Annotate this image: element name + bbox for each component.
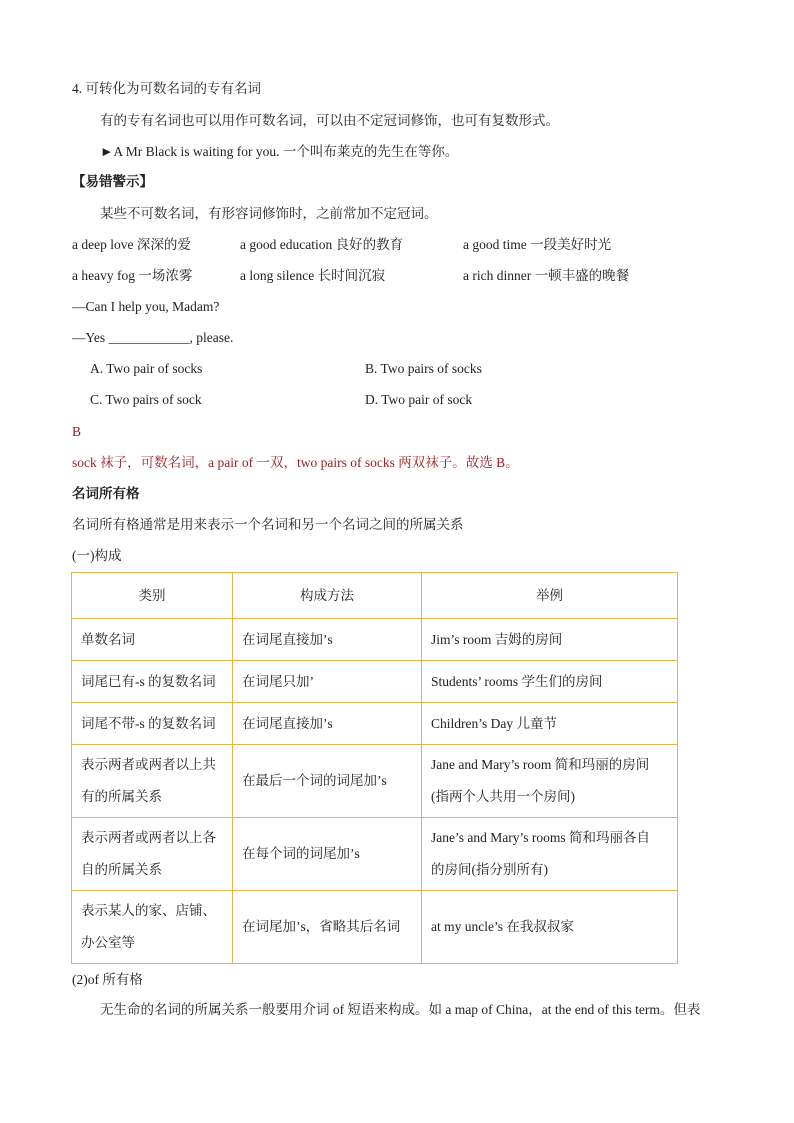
section4-heading: 4. 可转化为可数名词的专有名词 (72, 81, 261, 96)
cell-line: 的房间(指分别所有) (431, 862, 548, 877)
cell-line: 表示两者或两者以上共 (81, 757, 216, 772)
option-d: D. Two pair of sock (365, 392, 473, 407)
table-row (72, 818, 678, 891)
possessive-table (71, 572, 678, 964)
table-cell: 在词尾直接加’s (233, 703, 422, 745)
section4-desc: 有的专有名词也可以用作可数名词，可以由不定冠词修饰，也可有复数形式。 (100, 113, 559, 128)
table-row (72, 745, 678, 818)
table-cell (72, 891, 233, 964)
cell-line: 表示某人的家、店铺、 (81, 903, 216, 918)
table-row (72, 703, 678, 745)
possessive-desc: 名词所有格通常是用来表示一个名词和另一个名词之间的所属关系 (72, 517, 464, 532)
of-possessive-desc: 无生命的名词的所属关系一般要用介词 of 短语来构成。如 a map of China，at the end of this term。但表 (100, 1002, 701, 1017)
table-cell: 在词尾只加’ (233, 661, 422, 703)
table-cell: 在每个词的词尾加’s (233, 818, 422, 891)
option-a: A. Two pair of socks (90, 361, 203, 376)
table-cell: 词尾不带-s 的复数名词 (72, 703, 233, 745)
table-cell (422, 818, 678, 891)
table-header: 类别 (72, 573, 233, 619)
table-header-row (72, 573, 678, 619)
table-row (72, 891, 678, 964)
section4-example: ►A Mr Black is waiting for you. 一个叫布莱克的先生在等你。 (100, 144, 459, 159)
question-line-1: —Can I help you, Madam? (72, 299, 220, 314)
warning-desc: 某些不可数名词，有形容词修饰时，之前常加不定冠词。 (100, 206, 438, 221)
table-cell: 词尾已有-s 的复数名词 (72, 661, 233, 703)
cell-line: Jane’s and Mary’s rooms 简和玛丽各自 (431, 830, 650, 845)
table-cell: 在词尾加’s，省略其后名词 (233, 891, 422, 964)
table-cell: 单数名词 (72, 619, 233, 661)
cell-line: 办公室等 (81, 935, 135, 950)
table-cell: 在词尾直接加’s (233, 619, 422, 661)
table-cell (422, 745, 678, 818)
cell-line: (指两个人共用一个房间) (431, 789, 575, 804)
warning-title: 【易错警示】 (72, 174, 153, 189)
table-row (72, 619, 678, 661)
cell-line: Jane and Mary’s room 简和玛丽的房间 (431, 757, 650, 772)
table-cell (72, 818, 233, 891)
table-cell: 在最后一个词的词尾加’s (233, 745, 422, 818)
phrase: a deep love 深深的爱 (72, 237, 191, 252)
table-header: 构成方法 (233, 573, 422, 619)
possessive-sub1: (一)构成 (72, 548, 122, 563)
question-line-2: —Yes ____________, please. (72, 330, 234, 345)
phrase: a heavy fog 一场浓雾 (72, 268, 193, 283)
table-cell (72, 745, 233, 818)
phrase: a rich dinner 一顿丰盛的晚餐 (463, 268, 630, 283)
phrase: a good time 一段美好时光 (463, 237, 612, 252)
cell-line: 有的所属关系 (81, 789, 162, 804)
possessive-sub2: (2)of 所有格 (72, 972, 143, 987)
table-cell: Children’s Day 儿童节 (422, 703, 678, 745)
answer: B (72, 424, 82, 439)
table-cell: Students’ rooms 学生们的房间 (422, 661, 678, 703)
phrase: a good education 良好的教育 (240, 237, 404, 252)
option-b: B. Two pairs of socks (365, 361, 482, 376)
cell-line: 表示两者或两者以上各 (81, 830, 216, 845)
option-c: C. Two pairs of sock (90, 392, 202, 407)
possessive-title: 名词所有格 (72, 486, 140, 501)
phrase: a long silence 长时间沉寂 (240, 268, 386, 283)
cell-line: 自的所属关系 (81, 862, 162, 877)
table-cell: at my uncle’s 在我叔叔家 (422, 891, 678, 964)
table-header: 举例 (422, 573, 678, 619)
explanation: sock 袜子，可数名词，a pair of 一双，two pairs of socks 两双袜子。故选 B。 (72, 455, 519, 470)
table-row (72, 661, 678, 703)
table-cell: Jim’s room 吉姆的房间 (422, 619, 678, 661)
